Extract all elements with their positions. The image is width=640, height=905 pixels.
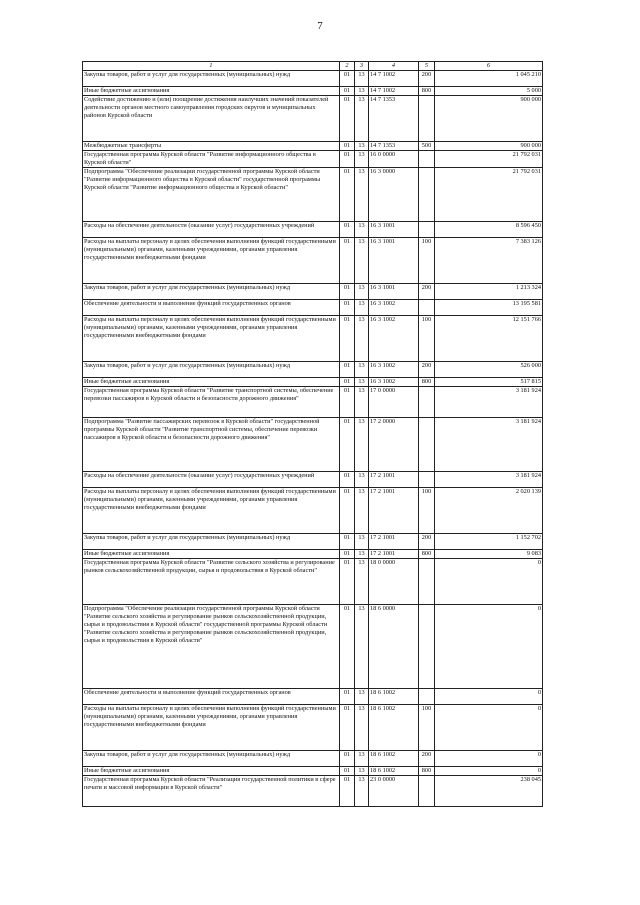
cell-name: Иные бюджетные ассигнования — [83, 378, 340, 387]
cell-pr: 13 — [355, 71, 369, 87]
cell-name: Закупка товаров, работ и услуг для государственных (муниципальных) нужд — [83, 751, 340, 767]
cell-rz: 01 — [340, 238, 355, 284]
cell-rz: 01 — [340, 488, 355, 534]
cell-rz: 01 — [340, 605, 355, 689]
table-row — [83, 96, 543, 142]
cell-rz: 01 — [340, 705, 355, 751]
cell-name: Подпрограмма "Обеспечение реализации государственной программы Курской области "Развитие информационного общества в Курской области" государственной программы Курской области "Развитие информационного общества в Курской области" — [83, 168, 340, 222]
cell-pr: 13 — [355, 472, 369, 488]
cell-rz: 01 — [340, 751, 355, 767]
cell-vr: 100 — [419, 705, 435, 751]
cell-pr: 13 — [355, 300, 369, 316]
cell-pr: 13 — [355, 751, 369, 767]
cell-csr: 14 7 1353 — [369, 96, 419, 142]
header-cell-vr: 5 — [419, 62, 435, 71]
cell-rz: 01 — [340, 387, 355, 418]
cell-pr: 13 — [355, 238, 369, 284]
cell-name: Закупка товаров, работ и услуг для государственных (муниципальных) нужд — [83, 284, 340, 300]
cell-name: Подпрограмма "Обеспечение реализации государственной программы Курской области "Развитие сельского хозяйства и регулирование рынков сельскохозяйственной продукции, сырья и продовольствия в Курской области" государственной программы Курской области "Развитие сельского хозяйства и регулирование рынков сельскохозяйственной продукции, сырья и продовольствия в Курской области" — [83, 605, 340, 689]
cell-amount: 0 — [435, 605, 543, 689]
cell-vr — [419, 168, 435, 222]
cell-rz: 01 — [340, 87, 355, 96]
cell-name: Закупка товаров, работ и услуг для государственных (муниципальных) нужд — [83, 362, 340, 378]
cell-csr: 18 0 0000 — [369, 559, 419, 605]
cell-vr: 200 — [419, 284, 435, 300]
cell-vr: 500 — [419, 142, 435, 151]
cell-vr — [419, 387, 435, 418]
table-row — [83, 559, 543, 605]
cell-amount: 2 020 139 — [435, 488, 543, 534]
table-row — [83, 418, 543, 472]
cell-rz: 01 — [340, 168, 355, 222]
table-row — [83, 362, 543, 378]
cell-name: Межбюджетные трансферты — [83, 142, 340, 151]
cell-rz: 01 — [340, 300, 355, 316]
cell-csr: 16 3 1002 — [369, 378, 419, 387]
table-row — [83, 534, 543, 550]
cell-vr: 800 — [419, 378, 435, 387]
table-row — [83, 705, 543, 751]
cell-csr: 17 2 1001 — [369, 534, 419, 550]
cell-vr: 800 — [419, 87, 435, 96]
cell-pr: 13 — [355, 689, 369, 705]
cell-amount: 900 000 — [435, 96, 543, 142]
cell-name: Иные бюджетные ассигнования — [83, 550, 340, 559]
cell-rz: 01 — [340, 142, 355, 151]
table-row — [83, 550, 543, 559]
cell-rz: 01 — [340, 776, 355, 807]
cell-csr: 16 3 0000 — [369, 168, 419, 222]
table-row — [83, 238, 543, 284]
cell-csr: 16 3 1002 — [369, 362, 419, 378]
cell-vr: 200 — [419, 362, 435, 378]
cell-amount: 0 — [435, 559, 543, 605]
cell-name: Расходы на обеспечение деятельности (оказание услуг) государственных учреждений — [83, 222, 340, 238]
cell-csr: 17 2 1001 — [369, 550, 419, 559]
cell-name: Государственная программа Курской области "Развитие транспортной системы, обеспечение перевозки пассажиров в Курской области и безопасности дорожного движения" — [83, 387, 340, 418]
cell-rz: 01 — [340, 151, 355, 168]
header-cell-csr: 4 — [369, 62, 419, 71]
cell-amount: 3 181 924 — [435, 387, 543, 418]
cell-pr: 13 — [355, 316, 369, 362]
header-cell-name: 1 — [83, 62, 340, 71]
cell-amount: 0 — [435, 705, 543, 751]
table-row — [83, 378, 543, 387]
table-row — [83, 142, 543, 151]
cell-rz: 01 — [340, 284, 355, 300]
cell-rz: 01 — [340, 362, 355, 378]
cell-vr — [419, 559, 435, 605]
cell-name: Государственная программа Курской области "Реализация государственной политики в сфере печати и массовой информации в Курской области" — [83, 776, 340, 807]
cell-amount: 0 — [435, 767, 543, 776]
table-row — [83, 300, 543, 316]
cell-amount: 1 045 210 — [435, 71, 543, 87]
cell-pr: 13 — [355, 488, 369, 534]
cell-vr — [419, 96, 435, 142]
cell-vr — [419, 605, 435, 689]
table-row — [83, 71, 543, 87]
cell-name: Расходы на выплаты персоналу в целях обеспечения выполнения функций государственными (муниципальными) органами, казенными учреждениями, органами управления государственными внебюджетными фондами — [83, 238, 340, 284]
cell-rz: 01 — [340, 96, 355, 142]
cell-pr: 13 — [355, 378, 369, 387]
cell-amount: 517 815 — [435, 378, 543, 387]
cell-vr — [419, 418, 435, 472]
cell-csr: 18 6 1002 — [369, 689, 419, 705]
cell-csr: 17 2 1001 — [369, 472, 419, 488]
cell-rz: 01 — [340, 534, 355, 550]
cell-pr: 13 — [355, 142, 369, 151]
cell-rz: 01 — [340, 767, 355, 776]
cell-rz: 01 — [340, 550, 355, 559]
cell-name: Подпрограмма "Развитие пассажирских перевозок в Курской области" государственной программы Курской области "Развитие транспортной системы, обеспечение перевозки пассажиров в Курской области и безопасности дорожного движения" — [83, 418, 340, 472]
cell-csr: 17 0 0000 — [369, 387, 419, 418]
table-row — [83, 488, 543, 534]
table-row — [83, 151, 543, 168]
cell-vr — [419, 472, 435, 488]
cell-rz: 01 — [340, 378, 355, 387]
cell-name: Иные бюджетные ассигнования — [83, 767, 340, 776]
cell-name: Закупка товаров, работ и услуг для государственных (муниципальных) нужд — [83, 71, 340, 87]
header-cell-rz: 2 — [340, 62, 355, 71]
cell-rz: 01 — [340, 689, 355, 705]
cell-name: Расходы на обеспечение деятельности (оказание услуг) государственных учреждений — [83, 472, 340, 488]
cell-csr: 16 3 1002 — [369, 316, 419, 362]
cell-rz: 01 — [340, 472, 355, 488]
cell-amount: 7 383 126 — [435, 238, 543, 284]
cell-amount: 9 083 — [435, 550, 543, 559]
table-row — [83, 284, 543, 300]
header-row — [83, 62, 543, 71]
cell-vr — [419, 222, 435, 238]
cell-csr: 16 3 1001 — [369, 222, 419, 238]
cell-pr: 13 — [355, 550, 369, 559]
table-row — [83, 168, 543, 222]
cell-rz: 01 — [340, 559, 355, 605]
cell-vr: 200 — [419, 751, 435, 767]
cell-pr: 13 — [355, 151, 369, 168]
cell-rz: 01 — [340, 222, 355, 238]
cell-pr: 13 — [355, 222, 369, 238]
cell-pr: 13 — [355, 168, 369, 222]
cell-name: Расходы на выплаты персоналу в целях обеспечения выполнения функций государственными (муниципальными) органами, казенными учреждениями, органами управления государственными внебюджетными фондами — [83, 705, 340, 751]
header-cell-pr: 3 — [355, 62, 369, 71]
cell-vr — [419, 151, 435, 168]
cell-name: Закупка товаров, работ и услуг для государственных (муниципальных) нужд — [83, 534, 340, 550]
cell-name: Содействие достижению и (или) поощрение достижения наилучших значений показателей деятельности органов местного самоуправления городских округов и муниципальных районов Курской области — [83, 96, 340, 142]
cell-amount: 0 — [435, 689, 543, 705]
table-row — [83, 472, 543, 488]
cell-pr: 13 — [355, 605, 369, 689]
cell-vr: 800 — [419, 767, 435, 776]
cell-csr: 18 6 1002 — [369, 767, 419, 776]
cell-csr: 14 7 1002 — [369, 71, 419, 87]
table-row — [83, 387, 543, 418]
cell-pr: 13 — [355, 387, 369, 418]
table-row — [83, 776, 543, 807]
cell-amount: 900 000 — [435, 142, 543, 151]
table-row — [83, 767, 543, 776]
cell-amount: 21 792 031 — [435, 168, 543, 222]
cell-vr: 800 — [419, 550, 435, 559]
cell-rz: 01 — [340, 316, 355, 362]
cell-pr: 13 — [355, 87, 369, 96]
cell-csr: 14 7 1002 — [369, 87, 419, 96]
cell-amount: 0 — [435, 751, 543, 767]
cell-amount: 526 000 — [435, 362, 543, 378]
cell-name: Обеспечение деятельности и выполнение функций государственных органов — [83, 300, 340, 316]
cell-vr: 100 — [419, 488, 435, 534]
table-row — [83, 605, 543, 689]
cell-name: Государственная программа Курской области "Развитие информационного общества в Курской области" — [83, 151, 340, 168]
cell-csr: 16 0 0000 — [369, 151, 419, 168]
cell-amount: 8 596 450 — [435, 222, 543, 238]
table-row — [83, 87, 543, 96]
cell-name: Расходы на выплаты персоналу в целях обеспечения выполнения функций государственными (муниципальными) органами, казенными учреждениями, органами управления государственными внебюджетными фондами — [83, 316, 340, 362]
cell-csr: 18 6 1002 — [369, 705, 419, 751]
cell-amount: 5 000 — [435, 87, 543, 96]
cell-vr — [419, 689, 435, 705]
cell-name: Обеспечение деятельности и выполнение функций государственных органов — [83, 689, 340, 705]
cell-csr: 16 3 1002 — [369, 300, 419, 316]
cell-amount: 1 152 702 — [435, 534, 543, 550]
cell-pr: 13 — [355, 534, 369, 550]
cell-pr: 13 — [355, 767, 369, 776]
table-row — [83, 222, 543, 238]
cell-amount: 3 181 924 — [435, 472, 543, 488]
cell-rz: 01 — [340, 71, 355, 87]
cell-amount: 238 045 — [435, 776, 543, 807]
cell-name: Расходы на выплаты персоналу в целях обеспечения выполнения функций государственными (муниципальными) органами, казенными учреждениями, органами управления государственными внебюджетными фондами — [83, 488, 340, 534]
cell-csr: 18 6 0000 — [369, 605, 419, 689]
cell-pr: 13 — [355, 559, 369, 605]
cell-amount: 1 213 324 — [435, 284, 543, 300]
cell-pr: 13 — [355, 776, 369, 807]
cell-pr: 13 — [355, 362, 369, 378]
cell-amount: 3 181 924 — [435, 418, 543, 472]
table-row — [83, 751, 543, 767]
cell-csr: 16 3 1001 — [369, 238, 419, 284]
cell-name: Государственная программа Курской области "Развитие сельского хозяйства и регулирование рынков сельскохозяйственной продукции, сырья и продовольствия в Курской области" — [83, 559, 340, 605]
cell-vr — [419, 776, 435, 807]
cell-name: Иные бюджетные ассигнования — [83, 87, 340, 96]
cell-pr: 13 — [355, 284, 369, 300]
cell-csr: 17 2 0000 — [369, 418, 419, 472]
table-row — [83, 316, 543, 362]
cell-pr: 13 — [355, 96, 369, 142]
cell-csr: 23 0 0000 — [369, 776, 419, 807]
header-cell-amount: 6 — [435, 62, 543, 71]
cell-vr: 100 — [419, 238, 435, 284]
cell-vr — [419, 300, 435, 316]
cell-vr: 200 — [419, 534, 435, 550]
cell-amount: 12 151 766 — [435, 316, 543, 362]
cell-pr: 13 — [355, 705, 369, 751]
cell-csr: 16 3 1001 — [369, 284, 419, 300]
cell-csr: 18 6 1002 — [369, 751, 419, 767]
table-row — [83, 689, 543, 705]
table-body — [83, 71, 543, 807]
cell-amount: 21 792 031 — [435, 151, 543, 168]
cell-amount: 13 195 581 — [435, 300, 543, 316]
cell-vr: 200 — [419, 71, 435, 87]
cell-vr: 100 — [419, 316, 435, 362]
cell-pr: 13 — [355, 418, 369, 472]
budget-table — [82, 61, 543, 807]
cell-rz: 01 — [340, 418, 355, 472]
cell-csr: 17 2 1001 — [369, 488, 419, 534]
page-number: 7 — [317, 20, 323, 32]
cell-csr: 14 7 1353 — [369, 142, 419, 151]
